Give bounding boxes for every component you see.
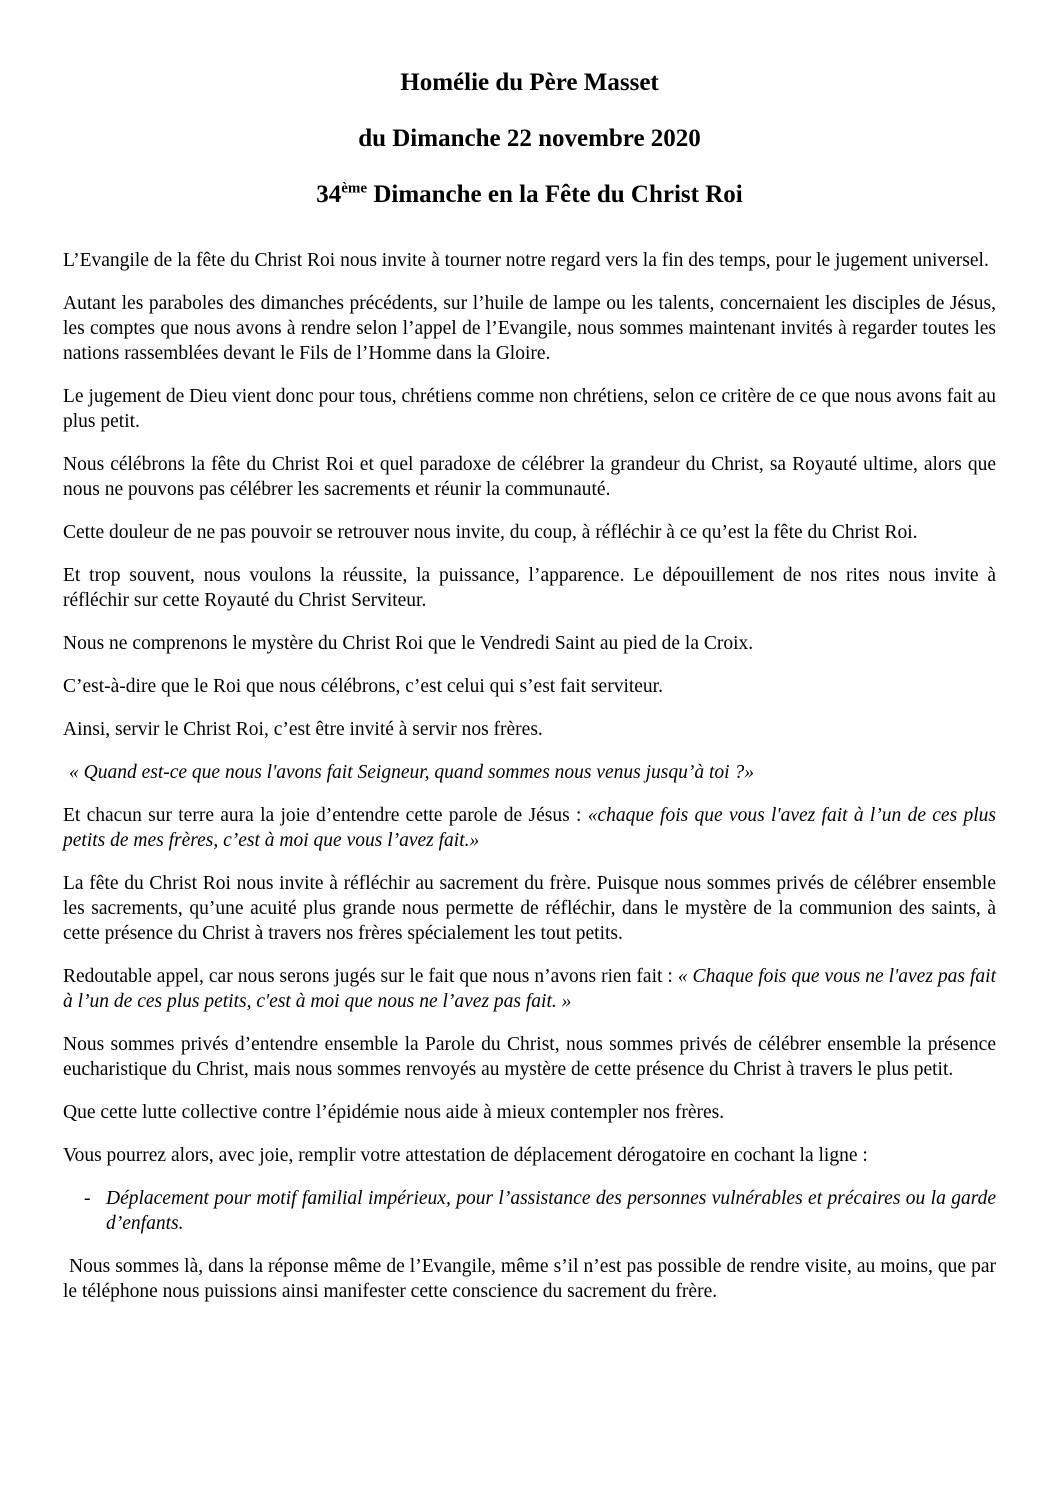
paragraph-evangile-fete: L’Evangile de la fête du Christ Roi nous invite à tourner notre regard vers la fin des temps, pour le jugement universel.: [63, 250, 989, 271]
title-number: 34: [316, 181, 342, 208]
paragraph-trop-souvent: Et trop souvent, nous voulons la réussite, la puissance, l’apparence. Le dépouillement de nos rites nous invite à réfléchir sur cette Royauté du Christ Serviteur.: [63, 565, 996, 611]
paragraph-attestation: Vous pourrez alors, avec joie, remplir votre attestation de déplacement dérogatoire en cochant la ligne :: [63, 1145, 868, 1166]
paragraph-celebrons-paradoxe: Nous célébrons la fête du Christ Roi et quel paradoxe de célébrer la grandeur du Christ, sa Royauté ultime, alors que nous ne pouvons pas célébrer les sacrements et réunir la communauté.: [63, 454, 996, 500]
paragraph-servir-freres: Ainsi, servir le Christ Roi, c’est être invité à servir nos frères.: [63, 719, 543, 740]
paragraph-roi-serviteur: C’est-à-dire que le Roi que nous célébrons, c’est celui qui s’est fait serviteur.: [63, 676, 663, 697]
ordinal-superscript: ème: [341, 180, 368, 197]
title-line-1: Homélie du Père Masset: [400, 69, 659, 96]
paragraph-sacrement-frere: La fête du Christ Roi nous invite à réfléchir au sacrement du frère. Puisque nous sommes privés de célébrer ensemble les sacrements, qu’une acuité plus grande nous permette de réfléchir, dans le mystère de la communion des saints, à cette présence du Christ à travers nos frères spécialement les tout petits.: [63, 873, 996, 944]
list-item-deplacement: [63, 1186, 996, 1236]
title-line-3-text: Dimanche en la Fête du Christ Roi: [367, 181, 743, 208]
paragraph-lutte-collective: Que cette lutte collective contre l’épidémie nous aide à mieux contempler nos frères.: [63, 1102, 725, 1123]
paragraph-conclusion: Nous sommes là, dans la réponse même de l’Evangile, même s’il n’est pas possible de rendre visite, au moins, que par le téléphone nous puissions ainsi manifester cette conscience du sacrement du frère.: [63, 1256, 996, 1302]
list-bullet-dash: -: [84, 1188, 91, 1209]
list-item-text: Déplacement pour motif familial impérieux, pour l’assistance des personnes vulnérables et précaires ou la garde d’enfants.: [106, 1188, 996, 1234]
paragraph-mystere-croix: Nous ne comprenons le mystère du Christ Roi que le Vendredi Saint au pied de la Croix.: [63, 633, 754, 654]
paragraph-redoutable-appel: [63, 964, 996, 1014]
paragraph-douleur: Cette douleur de ne pas pouvoir se retrouver nous invite, du coup, à réfléchir à ce qu’est la fête du Christ Roi.: [63, 522, 918, 543]
paragraph-parole-jesus: [63, 803, 996, 853]
paragraph-lead-text: Et chacun sur terre aura la joie d’entendre cette parole de Jésus :: [63, 805, 588, 826]
scripture-quote-quand: « Quand est-ce que nous l'avons fait Seigneur, quand sommes nous venus jusqu’à toi ?»: [69, 762, 754, 783]
scripture-quote-chaque-fois: «chaque fois que vous l'avez fait à l’un de ces plus petits de mes frères, c’est à moi que vous l’avez fait.»: [63, 805, 996, 851]
title-line-2: du Dimanche 22 novembre 2020: [358, 125, 701, 152]
title-line-3: [63, 180, 996, 210]
paragraph-paraboles: Autant les paraboles des dimanches précédents, sur l’huile de lampe ou les talents, concernaient les disciples de Jésus, les comptes que nous avons à rendre selon l’appel de l’Evangile, nous sommes maintenant invités à regarder toutes les nations rassemblées devant le Fils de l’Homme dans la Gloire.: [63, 293, 996, 364]
scripture-quote-pas-fait: « Chaque fois que vous ne l'avez pas fait à l’un de ces plus petits, c'est à moi que nous ne l’avez pas fait. »: [63, 966, 996, 1012]
paragraph-jugement-dieu: Le jugement de Dieu vient donc pour tous, chrétiens comme non chrétiens, selon ce critère de ce que nous avons fait au plus petit.: [63, 386, 996, 432]
paragraph-prives-parole: Nous sommes privés d’entendre ensemble la Parole du Christ, nous sommes privés de célébrer ensemble la présence eucharistique du Christ, mais nous sommes renvoyés au mystère de cette présence du Christ à travers le plus petit.: [63, 1034, 996, 1080]
paragraph-lead-text: Redoutable appel, car nous serons jugés sur le fait que nous n’avons rien fait :: [63, 966, 678, 987]
